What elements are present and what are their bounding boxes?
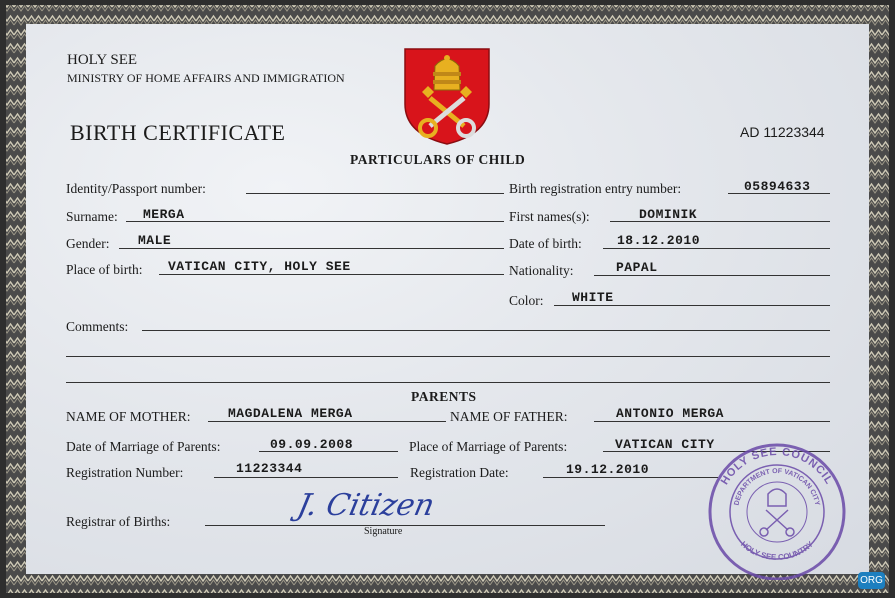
registrar-label: Registrar of Births:	[66, 514, 171, 529]
entry-number-label: Birth registration entry number:	[509, 181, 682, 196]
registration-date-value: 19.12.2010	[566, 462, 650, 477]
gender-line	[119, 248, 504, 249]
marriage-date-label: Date of Marriage of Parents:	[66, 439, 221, 454]
registrar-signature: J. Citizen	[294, 488, 438, 523]
stamp-emblem-icon	[760, 489, 794, 536]
first-names-value: DOMINIK	[639, 207, 698, 222]
svg-text:HOLY SEE COUNCIL	[719, 446, 835, 487]
marriage-place-label: Place of Marriage of Parents:	[409, 439, 568, 454]
nationality-value: PAPAL	[616, 260, 658, 275]
father-label: NAME OF FATHER:	[450, 409, 568, 424]
color-value: WHITE	[572, 290, 614, 305]
father-value: ANTONIO MERGA	[616, 406, 724, 421]
mother-line	[208, 421, 446, 422]
registration-number-value: 11223344	[236, 461, 303, 476]
issuing-state: HOLY SEE	[67, 52, 138, 68]
issuing-ministry: MINISTRY OF HOME AFFAIRS AND IMMIGRATION	[67, 71, 345, 85]
father-line	[594, 421, 830, 422]
certificate-serial: AD 11223344	[740, 124, 825, 140]
svg-text:DEPARTMENT OF VATICAN CITY	[734, 468, 821, 507]
color-line	[554, 305, 830, 306]
dob-value: 18.12.2010	[617, 233, 701, 248]
papal-coat-of-arms-icon	[402, 46, 492, 146]
place-of-birth-line	[159, 274, 504, 275]
stamp-top-text: HOLY SEE COUNCIL	[718, 445, 836, 487]
entry-number-value: 05894633	[744, 179, 811, 194]
official-seal-stamp	[704, 440, 850, 580]
surname-value: MERGA	[143, 207, 185, 222]
comments-label: Comments:	[66, 319, 129, 334]
registration-date-line	[543, 477, 718, 478]
document-title: BIRTH CERTIFICATE	[70, 120, 286, 145]
registrar-signature-line	[205, 525, 605, 526]
mother-label: NAME OF MOTHER:	[66, 409, 191, 424]
comments-line-3	[66, 382, 830, 383]
place-of-birth-value: VATICAN CITY, HOLY SEE	[168, 259, 351, 274]
marriage-place-value: VATICAN CITY	[615, 437, 715, 452]
registration-number-line	[214, 477, 398, 478]
dob-label: Date of birth:	[509, 236, 582, 251]
marriage-date-value: 09.09.2008	[270, 437, 354, 452]
stamp-inner-text: DEPARTMENT OF VATICAN CITY	[733, 467, 821, 507]
color-label: Color:	[509, 293, 544, 308]
svg-text:HOLY SEE COUNTRY	[739, 539, 816, 562]
identity-line	[246, 193, 504, 194]
mother-value: MAGDALENA MERGA	[228, 406, 353, 421]
nationality-label: Nationality:	[509, 263, 574, 278]
stamp-bottom-text: HOLY SEE COUNTRY	[738, 539, 816, 562]
place-of-birth-label: Place of birth:	[66, 262, 143, 277]
signature-caption: Signature	[364, 526, 403, 537]
surname-label: Surname:	[66, 209, 118, 224]
identity-label: Identity/Passport number:	[66, 181, 206, 196]
registration-date-label: Registration Date:	[410, 465, 509, 480]
comments-line-1	[142, 330, 830, 331]
watermark-badge: ORG	[858, 572, 885, 589]
first-names-label: First names(s):	[509, 209, 590, 224]
nationality-line	[594, 275, 830, 276]
section-title-child: PARTICULARS OF CHILD	[350, 152, 526, 167]
gender-label: Gender:	[66, 236, 110, 251]
registration-number-label: Registration Number:	[66, 465, 184, 480]
comments-line-2	[66, 356, 830, 357]
section-title-parents: PARENTS	[411, 389, 477, 404]
gender-value: MALE	[138, 233, 172, 248]
dob-line	[603, 248, 830, 249]
